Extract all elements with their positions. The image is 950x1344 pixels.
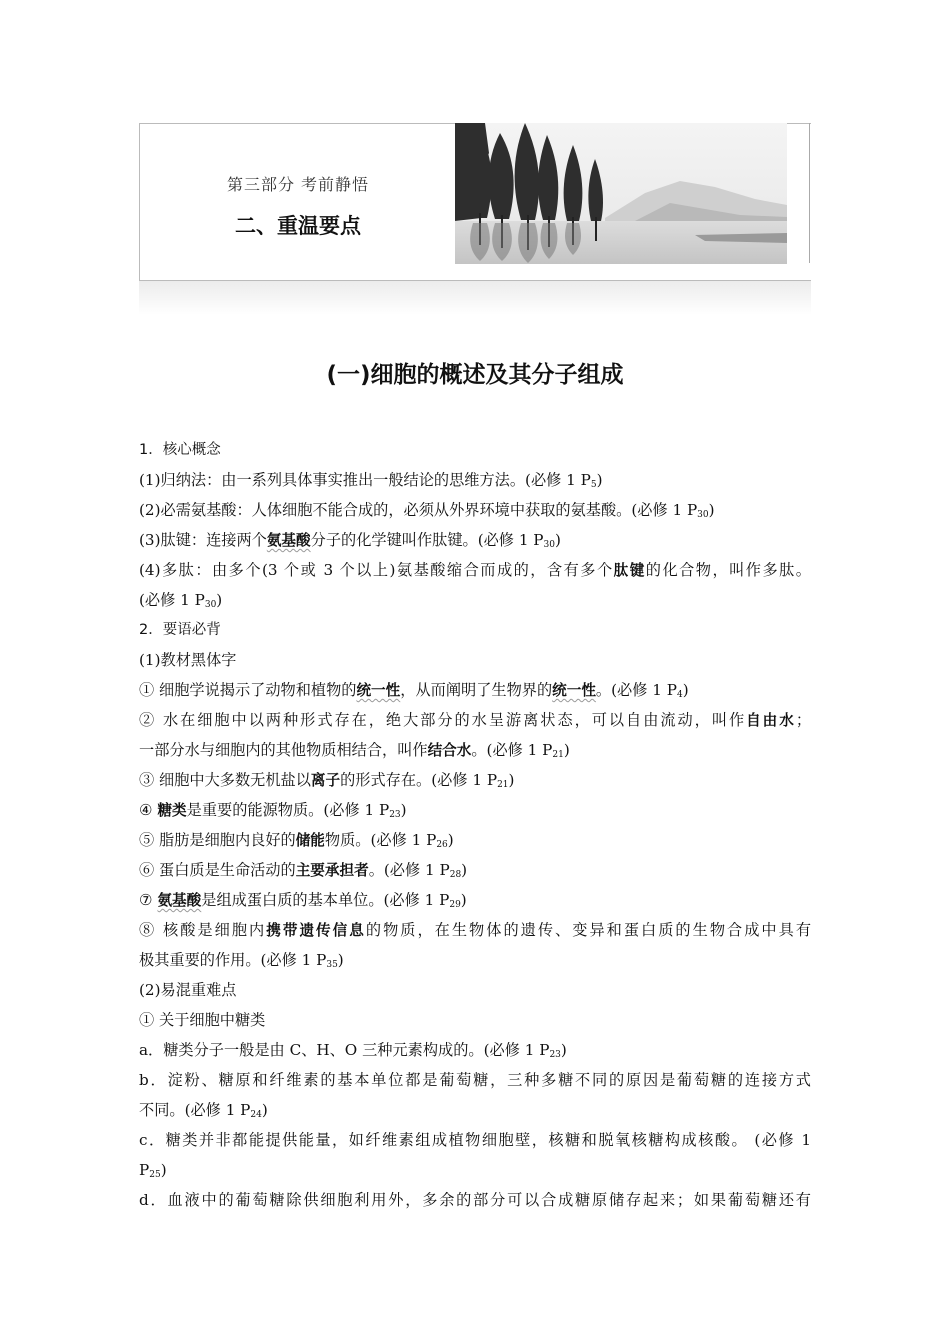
key-8-cont: 极其重要的作用。(必修 1 $P_{35}$) xyxy=(139,951,344,970)
concept-1: (1)归纳法：由一系列具体事实推出一般结论的思维方法。(必修 1 $P_5$) xyxy=(139,471,603,490)
document-body xyxy=(139,435,811,1215)
section-title: 二、重温要点 xyxy=(235,214,361,238)
keyword: 离子 xyxy=(310,772,341,789)
sugar-b-cont: 不同。(必修 1 $P_{24}$) xyxy=(139,1101,268,1120)
sugar-d: d．血液中的葡萄糖除供细胞利用外，多余的部分可以合成糖原储存起来；如果葡萄糖还有 xyxy=(139,1191,811,1209)
main-heading: (一)细胞的概述及其分子组成 xyxy=(326,362,624,388)
core-concepts-heading: 1．核心概念 xyxy=(139,442,221,458)
subheading-difficult-points: (2)易混重难点 xyxy=(139,981,237,999)
sugar-b: b．淀粉、糖原和纤维素的基本单位都是葡萄糖，三种多糖不同的原因是葡萄糖的连接方式 xyxy=(139,1071,811,1089)
keyword: 肽键 xyxy=(613,562,646,579)
key-8: ⑧ 核酸是细胞内携带遗传信息的物质，在生物体的遗传、变异和蛋白质的生物合成中具有 xyxy=(139,921,812,939)
keyword: 糖类 xyxy=(157,802,187,819)
key-6: ⑥ 蛋白质是生命活动的主要承担者。(必修 1 $P_{28}$) xyxy=(139,861,468,880)
concept-3: (3)肽键：连接两个氨基酸分子的化学键叫作肽键。(必修 1 $P_{30}$) xyxy=(139,531,561,550)
keyword: 氨基酸 xyxy=(157,892,202,909)
key-4: ④ 糖类是重要的能源物质。(必修 1 $P_{23}$) xyxy=(139,801,407,820)
sugar-c: c．糖类并非都能提供能量，如纤维素组成植物细胞壁，核糖和脱氧核糖构成核酸。 (必修 1 xyxy=(139,1131,811,1149)
part-title: 第三部分 考前静悟 xyxy=(226,175,370,194)
key-points-heading: 2．要语必背 xyxy=(139,622,221,638)
key-3: ③ 细胞中大多数无机盐以离子的形式存在。(必修 1 $P_{21}$) xyxy=(139,771,515,790)
lake-trees-image xyxy=(455,123,787,264)
concept-4: (4)多肽：由多个(3 个或 3 个以上)氨基酸缩合而成的，含有多个肽键的化合物，叫作多肽。 xyxy=(139,561,811,579)
key-5: ⑤ 脂肪是细胞内良好的储能物质。(必修 1 $P_{26}$) xyxy=(139,831,454,850)
keyword: 自由水 xyxy=(746,712,796,729)
keyword: 统一性 xyxy=(552,682,596,699)
keyword: 统一性 xyxy=(356,682,401,699)
subheading-bold-text: (1)教材黑体字 xyxy=(139,651,237,669)
key-2-cont: 一部分水与细胞内的其他物质相结合，叫作结合水。(必修 1 $P_{21}$) xyxy=(139,741,570,760)
key-7: ⑦ 氨基酸是组成蛋白质的基本单位。(必修 1 $P_{29}$) xyxy=(139,891,467,910)
keyword: 氨基酸 xyxy=(266,532,311,549)
banner-divider xyxy=(809,123,810,263)
keyword: 储能 xyxy=(295,832,325,849)
sugar-c-cont: $P_{25}$) xyxy=(139,1161,167,1180)
sugar-a: a．糖类分子一般是由 C、H、O 三种元素构成的。(必修 1 $P_{23}$) xyxy=(139,1041,567,1060)
keyword: 携带遗传信息 xyxy=(266,922,366,939)
concept-4-cont: (必修 1 $P_{30}$) xyxy=(139,591,223,610)
key-2: ② 水在细胞中以两种形式存在，绝大部分的水呈游离状态，可以自由流动，叫作自由水； xyxy=(139,711,811,729)
sugar-heading: ① 关于细胞中糖类 xyxy=(139,1011,266,1029)
concept-2: (2)必需氨基酸：人体细胞不能合成的，必须从外界环境中获取的氨基酸。(必修 1 $P_{30}$) xyxy=(139,501,715,520)
keyword: 主要承担者 xyxy=(295,862,369,879)
banner-shadow xyxy=(139,281,811,315)
key-1: ① 细胞学说揭示了动物和植物的统一性，从而阐明了生物界的统一性。(必修 1 $P_4$) xyxy=(139,681,689,700)
keyword: 结合水 xyxy=(427,742,472,759)
